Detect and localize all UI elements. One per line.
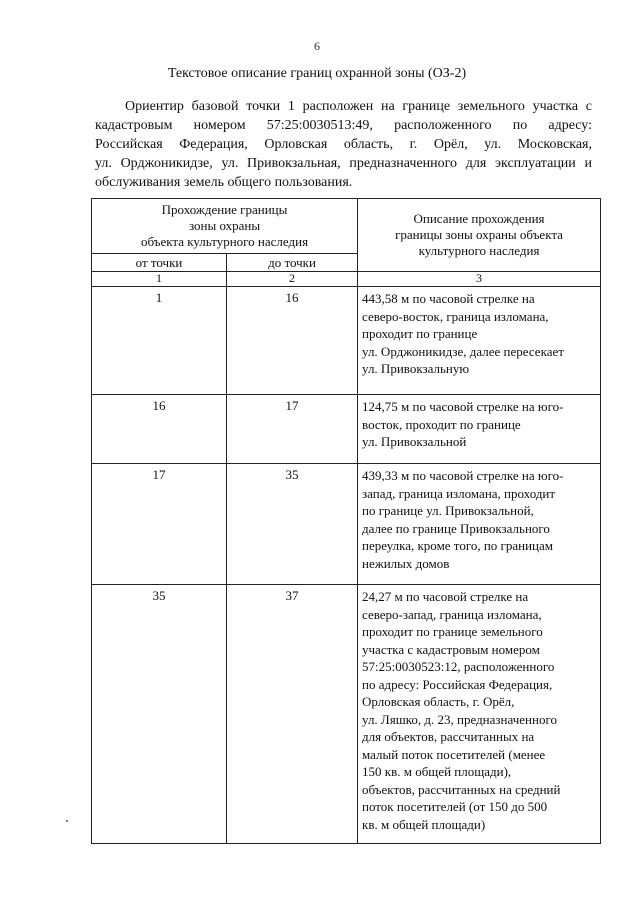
header-to-point: до точки bbox=[227, 254, 358, 272]
description-line: восток, проходит по границе bbox=[362, 416, 521, 432]
intro-line: обслуживания земель общего пользования. bbox=[95, 175, 353, 190]
document-title: Текстовое описание границ охранной зоны (ОЗ-2) bbox=[167, 66, 467, 81]
to-point-cell: 37 bbox=[227, 585, 358, 844]
header-line: культурного наследия bbox=[418, 243, 540, 258]
from-point-cell: 1 bbox=[92, 287, 227, 395]
from-point-cell: 35 bbox=[92, 585, 227, 844]
header-line: объекта культурного наследия bbox=[140, 234, 309, 249]
header-boundary-passage bbox=[92, 199, 358, 254]
description-line: для объектов, рассчитанных на bbox=[362, 729, 535, 744]
header-line: Описание прохождения bbox=[413, 211, 545, 226]
header-from-point: от точки bbox=[92, 254, 227, 272]
column-number: 1 bbox=[92, 272, 227, 287]
from-point-cell: 16 bbox=[92, 395, 227, 464]
header-line: зоны охраны bbox=[188, 218, 261, 233]
description-line: ул. Привокзальной bbox=[362, 434, 467, 449]
description-line: запад, граница изломана, проходит bbox=[362, 485, 556, 501]
table-row bbox=[92, 287, 601, 395]
description-line: поток посетителей (от 150 до 500 bbox=[362, 799, 548, 814]
description-line: ул. Привокзальную bbox=[362, 361, 470, 376]
description-line: далее по границе Привокзального bbox=[362, 520, 550, 536]
description-line: северо-запад, граница изломана, bbox=[362, 606, 542, 622]
description-line: по границе ул. Привокзальной, bbox=[362, 503, 534, 518]
description-line: 57:25:0030523:12, расположенного bbox=[362, 659, 555, 674]
description-line: переулка, кроме того, по границам bbox=[362, 538, 554, 553]
description-cell bbox=[358, 287, 601, 395]
description-line: 124,75 м по часовой стрелке на юго- bbox=[362, 399, 564, 414]
intro-line: кадастровым номером 57:25:0030513:49, расположенного по адресу: bbox=[95, 118, 592, 133]
header-line: границы зоны охраны объекта bbox=[395, 227, 563, 242]
description-line: по адресу: Российская Федерация, bbox=[362, 676, 553, 692]
description-line: Орловская область, г. Орёл, bbox=[362, 694, 515, 709]
to-point-cell: 35 bbox=[227, 464, 358, 585]
table-row bbox=[92, 585, 601, 844]
description-cell bbox=[358, 395, 601, 464]
header-line: Прохождение границы bbox=[161, 202, 288, 217]
description-line: 150 кв. м общей площади), bbox=[362, 764, 512, 779]
description-line: проходит по границе bbox=[362, 326, 478, 341]
to-point-cell: 16 bbox=[227, 287, 358, 395]
page-number: 6 bbox=[314, 39, 320, 53]
table-row bbox=[92, 395, 601, 464]
description-line: малый поток посетителей (менее bbox=[362, 746, 546, 762]
from-point-cell: 17 bbox=[92, 464, 227, 585]
description-line: проходит по границе земельного bbox=[362, 624, 543, 639]
table-header-row bbox=[92, 199, 601, 254]
description-line: 439,33 м по часовой стрелке на юго- bbox=[362, 468, 564, 483]
description-line: ул. Орджоникидзе, далее пересекает bbox=[362, 343, 564, 359]
to-point-cell: 17 bbox=[227, 395, 358, 464]
description-line: ул. Ляшко, д. 23, предназначенного bbox=[362, 711, 557, 727]
boundary-table bbox=[91, 198, 601, 844]
intro-paragraph bbox=[95, 97, 592, 192]
description-line: объектов, рассчитанных на средний bbox=[362, 781, 561, 797]
description-line: участка с кадастровым номером bbox=[362, 641, 540, 657]
table-row bbox=[92, 464, 601, 585]
column-number-row bbox=[92, 272, 601, 287]
scan-speck bbox=[66, 820, 68, 822]
description-line: кв. м общей площади) bbox=[362, 816, 486, 832]
description-line: 24,27 м по часовой стрелке на bbox=[362, 589, 529, 604]
column-number: 2 bbox=[227, 272, 358, 287]
intro-line: Российская Федерация, Орловская область, г. Орёл, ул. Московская, bbox=[95, 137, 592, 152]
description-cell bbox=[358, 585, 601, 844]
column-number: 3 bbox=[358, 272, 601, 287]
intro-line: Ориентир базовой точки 1 расположен на границе земельного участка с bbox=[125, 99, 592, 114]
description-line: нежилых домов bbox=[362, 555, 450, 571]
header-description bbox=[358, 199, 601, 272]
description-cell bbox=[358, 464, 601, 585]
description-line: 443,58 м по часовой стрелке на bbox=[362, 291, 535, 306]
description-line: северо-восток, граница изломана, bbox=[362, 308, 549, 324]
intro-line: ул. Орджоникидзе, ул. Привокзальная, предназначенного для эксплуатации и bbox=[95, 156, 592, 171]
